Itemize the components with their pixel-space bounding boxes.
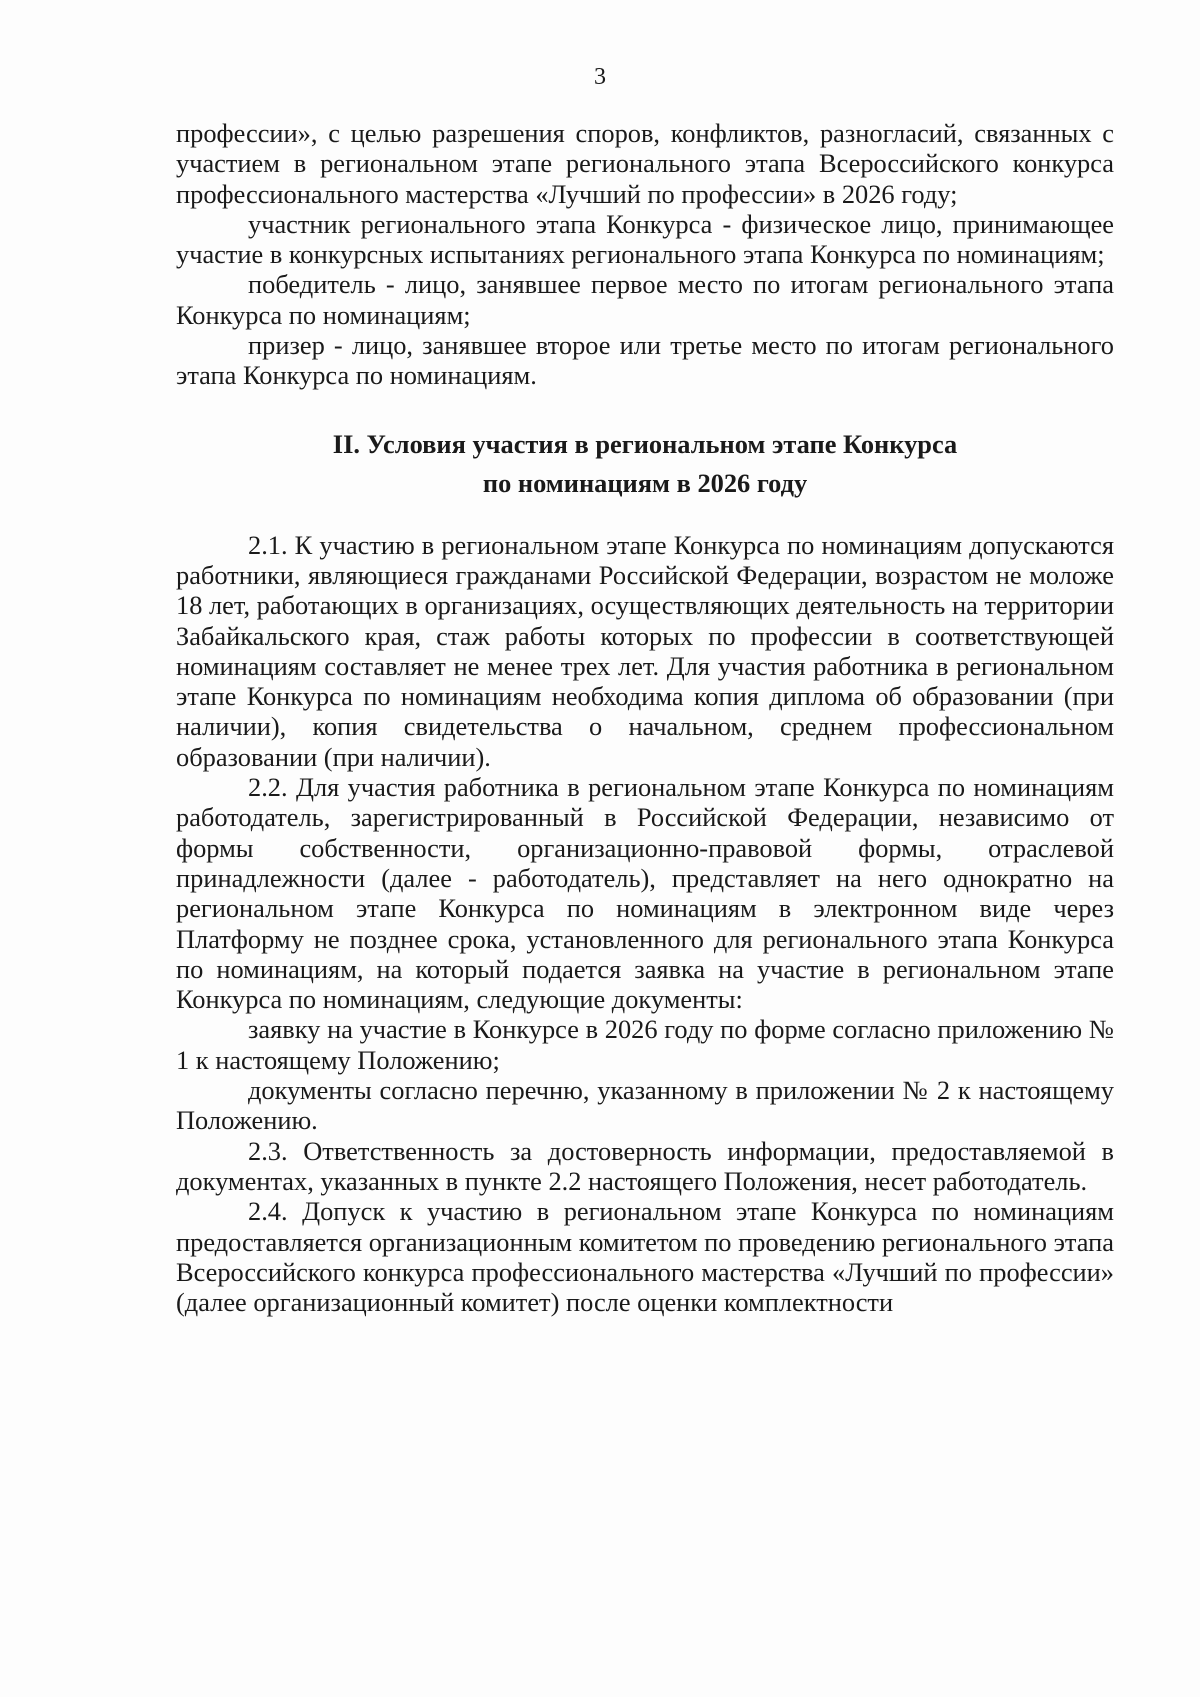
document-body: [176, 118, 1114, 1317]
clause-2-1: 2.1. К участию в региональном этапе Конкурса по номинациям допускаются работники, являющиеся гражданами Российской Федерации, возрастом не моложе 18 лет, работающих в организациях, осуществляющих деятельность на территории Забайкальского края, стаж работы которых по профессии в соответствующей номинациям составляет не менее трех лет. Для участия работника в региональном этапе Конкурса по номинациям необходима копия диплома об образовании (при наличии), копия свидетельства о начальном, среднем профессиональном образовании (при наличии).: [176, 529, 1114, 772]
clause-2-4: 2.4. Допуск к участию в региональном этапе Конкурса по номинациям предоставляется организационным комитетом по проведению регионального этапа Всероссийского конкурса профессионального мастерства «Лучший по профессии» (далее организационный комитет) после оценки комплектности: [176, 1196, 1114, 1318]
page-number: 3: [594, 64, 606, 90]
clause-2-2-item-application: заявку на участие в Конкурсе в 2026 году по форме согласно приложению № 1 к настоящему Положению;: [176, 1014, 1114, 1075]
intro-paragraph-prizewinner: призер - лицо, занявшее второе или третье место по итогам регионального этапа Конкурса по номинациям.: [176, 330, 1114, 391]
intro-paragraph-1: профессии», с целью разрешения споров, конфликтов, разногласий, связанных с участием в региональном этапе регионального этапа Всероссийского конкурса профессионального мастерства «Лучший по профессии» в 2026 году;: [176, 118, 1114, 209]
intro-paragraph-winner: победитель - лицо, занявшее первое место по итогам регионального этапа Конкурса по номинациям;: [176, 269, 1114, 330]
intro-paragraph-participant: участник регионального этапа Конкурса - физическое лицо, принимающее участие в конкурсных испытаниях регионального этапа Конкурса по номинациям;: [176, 208, 1114, 270]
clause-2-2: 2.2. Для участия работника в региональном этапе Конкурса по номинациям работодатель, зарегистрированный в Российской Федерации, независимо от формы собственности, организационно-правовой формы, отраслевой принадлежности (далее - работодатель), представляет на него однократно на региональном этапе Конкурса по номинациям в электронном виде через Платформу не позднее срока, установленного для регионального этапа Конкурса по номинациям, на который подается заявка на участие в региональном этапе Конкурса по номинациям, следующие документы:: [176, 772, 1114, 1015]
clause-2-2-item-documents: документы согласно перечню, указанному в приложении № 2 к настоящему Положению.: [176, 1075, 1114, 1136]
clause-2-3: 2.3. Ответственность за достоверность информации, предоставляемой в документах, указанных в пункте 2.2 настоящего Положения, несет работодатель.: [176, 1135, 1114, 1196]
section-heading-line-2: по номинациям в 2026 году: [482, 467, 808, 498]
section-heading: [176, 425, 1114, 503]
section-heading-line-1: II. Условия участия в региональном этапе Конкурса: [332, 428, 958, 459]
